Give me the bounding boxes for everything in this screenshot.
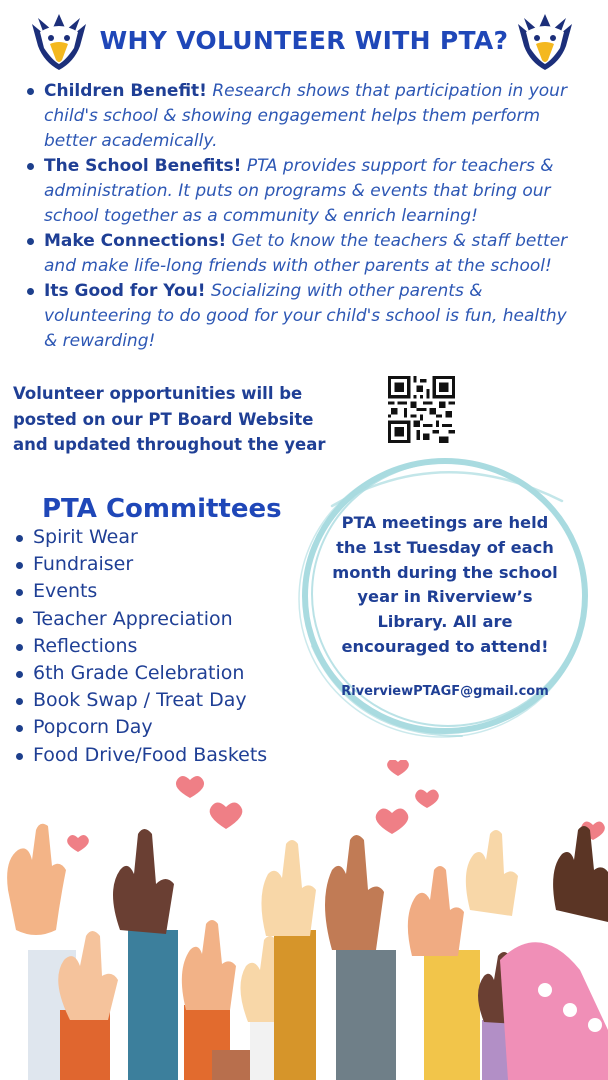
contact-email-link[interactable]: RiverviewPTAGF@gmail.com [341, 684, 549, 699]
list-item: Popcorn Day [14, 714, 267, 741]
committees-list [14, 524, 267, 769]
list-item: Spirit Wear [14, 524, 267, 551]
meetings-info [332, 511, 558, 660]
hand-group [7, 824, 608, 1080]
volunteer-line: and updated throughout the year [13, 435, 326, 454]
benefit-heading: Make Connections! [44, 231, 227, 251]
meetings-line: month during the school [332, 562, 558, 582]
benefit-heading: The School Benefits! [44, 156, 242, 176]
volunteer-line: posted on our PT Board Website [13, 409, 314, 429]
heart-icon [376, 809, 409, 835]
heart-icon [415, 790, 439, 809]
committees-title: PTA Committees [42, 494, 282, 524]
heart-icon [210, 803, 243, 830]
benefit-text: Get to know the teachers & staff better and make life-long friends with other parents at the school! [44, 231, 568, 276]
meetings-line: year in Riverview’s [357, 587, 533, 607]
benefit-heading: Children Benefit! [44, 81, 207, 101]
benefit-text: Socializing with other parents & volunteering to do good for your child's school is fun, healthy & rewarding! [44, 281, 567, 351]
list-item: Food Drive/Food Baskets [14, 742, 267, 769]
list-item: Book Swap / Treat Day [14, 687, 267, 714]
meetings-line: encouraged to attend! [341, 636, 549, 656]
list-item: Teacher Appreciation [14, 606, 267, 633]
list-item: Reflections [14, 633, 267, 660]
meetings-line: PTA meetings are held [341, 513, 549, 532]
list-item: 6th Grade Celebration [14, 660, 267, 687]
qr-code[interactable] [388, 376, 455, 443]
list-item: Events [14, 578, 267, 605]
meetings-line: the 1st Tuesday of each [336, 537, 554, 557]
heart-icon [176, 776, 204, 798]
benefit-text: PTA provides support for teachers & administration. It puts on programs & events that bring our school together as a community & enrich learning! [44, 156, 554, 226]
benefit-heading: Its Good for You! [44, 281, 206, 301]
list-item [20, 154, 580, 229]
volunteer-line: Volunteer opportunities will be [13, 384, 303, 403]
list-item [20, 279, 580, 354]
meetings-line: Library. All are [377, 612, 513, 632]
page-title: WHY VOLUNTEER WITH PTA? [99, 26, 509, 55]
list-item [20, 79, 580, 154]
volunteer-note [13, 381, 333, 458]
benefit-text: Research shows that participation in your child's school & showing engagement helps them perform better academically. [44, 81, 567, 151]
raised-hands-illustration [0, 760, 608, 1080]
eagle-mascot-icon [514, 10, 576, 72]
heart-icon [67, 835, 89, 852]
list-item [20, 229, 580, 279]
benefits-list [20, 79, 580, 354]
list-item: Fundraiser [14, 551, 267, 578]
heart-icon [387, 760, 409, 776]
